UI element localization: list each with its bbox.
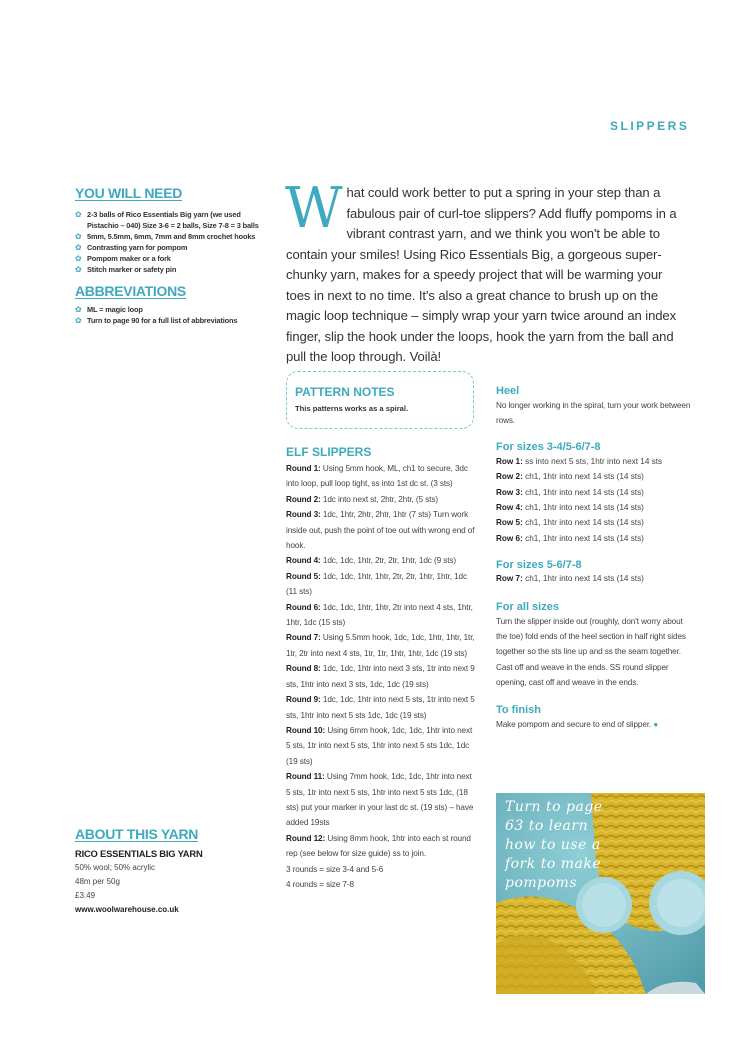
row-item: Row 6: ch1, 1htr into next 14 sts (14 sts) <box>496 533 644 543</box>
elf-slippers-section <box>286 445 476 892</box>
round-item: Round 3: 1dc, 1htr, 2htr, 2htr, 1htr (7 sts) Turn work inside out, push the point of toe out with wrong end of hook. <box>286 510 475 551</box>
list-item: ✿ Turn to page 90 for a full list of abbreviations <box>75 316 238 325</box>
flower-bullet-icon: ✿ <box>75 316 82 325</box>
pattern-notes-text: This patterns works as a spiral. <box>295 404 409 413</box>
flower-bullet-icon: ✿ <box>75 265 82 274</box>
to-finish-text: Make pompom and secure to end of slipper. ● <box>496 719 659 729</box>
row-item: Row 3: ch1, 1htr into next 14 sts (14 sts) <box>496 487 644 497</box>
row-item: Row 2: ch1, 1htr into next 14 sts (14 sts) <box>496 472 644 482</box>
abbreviations-list <box>75 304 265 326</box>
intro-paragraph <box>285 176 686 368</box>
list-item: ✿ 2-3 balls of Rico Essentials Big yarn (we used Pistachio – 040) Size 3-6 = 2 balls, Size 7-8 = 3 balls <box>75 210 259 230</box>
yarn-website: www.woolwarehouse.co.uk <box>75 905 179 914</box>
round-item: Round 2: 1dc into next st, 2htr, 2htr, (5 sts) <box>286 494 438 504</box>
list-item: ✿ ML = magic loop <box>75 305 143 314</box>
end-mark-icon: ● <box>653 719 659 729</box>
flower-bullet-icon: ✿ <box>75 254 82 263</box>
you-will-need-title: YOU WILL NEED <box>75 185 183 201</box>
yarn-length: 48m per 50g <box>75 877 120 886</box>
list-item: ✿ Stitch marker or safety pin <box>75 265 177 274</box>
yarn-composition: 50% wool; 50% acrylic <box>75 863 156 872</box>
sizes-a-title: For sizes 3-4/5-6/7-8 <box>496 440 601 453</box>
slipper-photo <box>496 793 705 994</box>
round-item: Round 10: Using 6mm hook, 1dc, 1dc, 1htr into next 5 sts, 1tr into next 5 sts, 1htr into next 5 sts 1dc, 1dc (19 sts) <box>286 725 473 766</box>
round-item: Round 1: Using 5mm hook, ML, ch1 to secure, 3dc into loop, pull loop tight, ss into 1st dc st. (3 sts) <box>286 464 468 489</box>
flower-bullet-icon: ✿ <box>75 305 82 314</box>
list-item: ✿ Pompom maker or a fork <box>75 254 171 263</box>
round-item: Round 5: 1dc, 1dc, 1htr, 1htr, 2tr, 2tr, 1htr, 1htr, 1dc (11 sts) <box>286 571 468 597</box>
drop-cap: W <box>285 176 343 241</box>
yarn-name: RICO ESSENTIALS BIG YARN <box>75 848 203 859</box>
all-sizes-text: Turn the slipper inside out (roughly, don't worry about the toe) fold ends of the heel section in half right sides together so the sts line up and ss the seam together. Cast off and weave in the ends. SS round slipper opening, cast off and weave in the ends. <box>496 616 686 688</box>
about-yarn-section <box>75 826 275 917</box>
photo-caption: Turn to page 63 to learn how to use a fork to make pompoms <box>505 799 603 891</box>
row-item: Row 1: ss into next 5 sts, 1htr into next 14 sts <box>496 456 663 466</box>
round-item: Round 6: 1dc, 1dc, 1htr, 1htr, 2tr into next 4 sts, 1htr, 1htr, 1dc (15 sts) <box>286 602 473 628</box>
pattern-notes-title: PATTERN NOTES <box>295 385 395 399</box>
list-item: ✿ Contrasting yarn for pompom <box>75 243 188 252</box>
row-item: Row 5: ch1, 1htr into next 14 sts (14 sts) <box>496 518 644 528</box>
flower-bullet-icon: ✿ <box>75 232 82 241</box>
flower-bullet-icon: ✿ <box>75 210 82 219</box>
to-finish-title: To finish <box>496 703 542 716</box>
abbreviations-title: ABBREVIATIONS <box>75 283 186 299</box>
size-note: 3 rounds = size 3-4 and 5-6 <box>286 864 384 874</box>
about-yarn-title: ABOUT THIS YARN <box>75 826 199 842</box>
sizes-a-rows <box>496 454 691 546</box>
pattern-notes-box <box>286 371 474 429</box>
section-label: SLIPPERS <box>610 119 690 133</box>
size-note: 4 rounds = size 7-8 <box>286 879 354 889</box>
flower-bullet-icon: ✿ <box>75 243 82 252</box>
yarn-price: £3.49 <box>75 891 96 900</box>
elf-slippers-title: ELF SLIPPERS <box>286 445 372 459</box>
you-will-need-section <box>75 185 265 326</box>
right-column <box>496 385 691 732</box>
heel-title: Heel <box>496 385 520 397</box>
heel-text: No longer working in the spiral, turn your work between rows. <box>496 401 691 426</box>
round-item: Round 7: Using 5.5mm hook, 1dc, 1dc, 1htr, 1htr, 1tr, 1tr, 2tr into next 4 sts, 1tr, 1tr, 1htr, 1htr, 1dc (19 sts) <box>286 633 475 658</box>
round-item: Round 4: 1dc, 1dc, 1htr, 2tr, 2tr, 1htr, 1dc (9 sts) <box>286 556 457 566</box>
round-item: Round 12: Using 8mm hook, 1htr into each st round rep (see below for size guide) ss to join. <box>286 833 471 859</box>
round-item: Round 11: Using 7mm hook, 1dc, 1dc, 1htr into next 5 sts, 1tr into next 5 sts, 1htr into next 5 sts 1dc, (18 sts) put your marker in your last dc st. (19 sts) – have added 19sts <box>286 772 474 828</box>
list-item: ✿ 5mm, 5.5mm, 6mm, 7mm and 8mm crochet hooks <box>75 232 256 241</box>
all-sizes-title: For all sizes <box>496 600 559 613</box>
round-item: Round 8: 1dc, 1dc, 1htr into next 3 sts, 1tr into next 9 sts, 1htr into next 3 sts, 1dc, 1dc (19 sts) <box>286 664 475 689</box>
row-item: Row 4: ch1, 1htr into next 14 sts (14 sts) <box>496 503 644 513</box>
intro-text: hat could work better to put a spring in your step than a fabulous pair of curl-toe slippers? Add fluffy pompoms in a vibrant contrast yarn, and we think you won't be able to contain your smiles! Using Rico Essentials Big, a gorgeous super-chunky yarn, makes for a speedy project that will be warming your toes in next to no time. It's also a great chance to brush up on the magic loop technique – simply wrap your yarn twice around an index finger, slip the hook under the loops, hook the yarn from the ball and pull the loop through. Voilà! <box>286 185 677 364</box>
rounds-list <box>286 461 476 892</box>
sizes-b-title: For sizes 5-6/7-8 <box>496 559 582 572</box>
row-item: Row 7: ch1, 1htr into next 14 sts (14 sts) <box>496 574 644 584</box>
you-will-need-list <box>75 209 265 275</box>
round-item: Round 9: 1dc, 1dc, 1htr into next 5 sts, 1tr into next 5 sts, 1htr into next 5 sts 1dc, 1dc (19 sts) <box>286 695 475 720</box>
